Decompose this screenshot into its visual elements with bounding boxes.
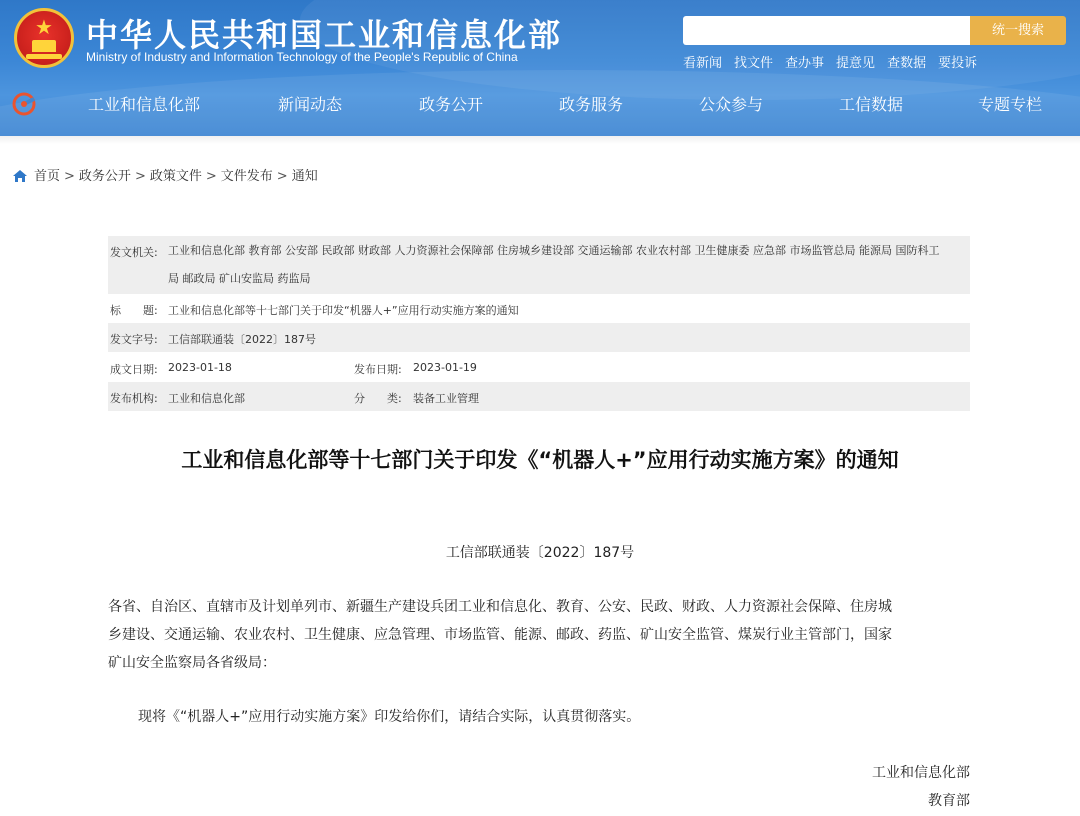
article-body: 现将《“机器人+”应用行动实施方案》印发给你们，请结合实际，认真贯彻落实。 <box>138 709 641 725</box>
meta-row-title <box>108 294 970 323</box>
nav-item-gov-service[interactable]: 政务服务 <box>559 95 624 114</box>
article-addressees: 各省、自治区、直辖市及计划单列市、新疆生产建设兵团工业和信息化、教育、公安、民政、财政、人力资源社会保障、住房城 乡建设、交通运输、农业农村、卫生健康、应急管理、市场监管、能源、邮政、药监、矿山安全监管、煤炭行业主管部门，国家 矿山安全监察局各省级局： <box>108 599 892 671</box>
national-emblem-icon[interactable]: ★ <box>14 8 74 68</box>
search-button[interactable]: 统一搜索 <box>970 16 1066 45</box>
quick-link-data[interactable]: 查数据 <box>887 56 927 71</box>
site-title-cn[interactable]: 中华人民共和国工业和信息化部 <box>86 16 563 54</box>
quick-link-files[interactable]: 找文件 <box>734 56 774 71</box>
main-nav <box>0 86 1080 122</box>
nav-item-public[interactable]: 公众参与 <box>699 95 764 114</box>
breadcrumb-separator: > <box>276 169 288 184</box>
meta-created-value: 2023-01-18 <box>168 361 232 374</box>
quick-link-complaint[interactable]: 要投诉 <box>938 56 978 71</box>
quick-link-services[interactable]: 查办事 <box>785 56 825 71</box>
nav-item-data[interactable]: 工信数据 <box>839 95 904 114</box>
meta-row-docno <box>108 323 970 352</box>
nav-item-miit[interactable]: 工业和信息化部 <box>88 95 201 114</box>
meta-org-value: 工业和信息化部 <box>168 392 245 405</box>
breadcrumb-release[interactable]: 文件发布 <box>220 169 273 184</box>
meta-row-dates <box>108 352 970 382</box>
article-title: 工业和信息化部等十七部门关于印发《“机器人+”应用行动实施方案》的通知 <box>181 448 899 472</box>
breadcrumb-home[interactable]: 首页 <box>34 169 61 184</box>
quick-link-feedback[interactable]: 提意见 <box>836 56 876 71</box>
meta-created-label: 成文日期: <box>110 363 158 376</box>
meta-org-label: 发布机构: <box>110 392 158 405</box>
meta-issuer-label: 发文机关: <box>110 246 158 259</box>
breadcrumb-policy[interactable]: 政策文件 <box>149 169 202 184</box>
meta-issuer-value: 工业和信息化部 教育部 公安部 民政部 财政部 人力资源社会保障部 住房城乡建设部 交通运输部 农业农村部 卫生健康委 应急部 市场监管总局 能源局 国防科工 局 邮政局 矿山安监局 药监局 <box>168 244 940 285</box>
breadcrumb-separator: > <box>64 169 75 184</box>
breadcrumb-separator: > <box>134 169 146 184</box>
signature-miit: 工业和信息化部 <box>872 765 970 781</box>
meta-docno-value: 工信部联通装〔2022〕187号 <box>168 333 316 346</box>
article-doc-number: 工信部联通装〔2022〕187号 <box>445 545 635 561</box>
site-title-en[interactable]: Ministry of Industry and Information Technology of the People's Republic of China <box>86 50 518 64</box>
header-shadow <box>0 136 1080 144</box>
nav-item-news[interactable]: 新闻动态 <box>278 95 343 114</box>
meta-title-value: 工业和信息化部等十七部门关于印发“机器人+”应用行动实施方案的通知 <box>168 304 519 317</box>
meta-docno-label: 发文字号: <box>110 333 158 346</box>
meta-row-issuer <box>108 236 970 294</box>
site-header <box>0 0 1080 136</box>
breadcrumb-notice[interactable]: 通知 <box>291 169 318 184</box>
meta-category-value: 装备工业管理 <box>413 392 479 405</box>
document-meta-table <box>108 236 970 411</box>
quick-link-news[interactable]: 看新闻 <box>683 56 723 71</box>
meta-title-label: 标 题: <box>110 304 158 317</box>
meta-row-org <box>108 382 970 411</box>
home-icon[interactable] <box>12 169 28 183</box>
nav-item-topics[interactable]: 专题专栏 <box>978 95 1043 114</box>
quick-links <box>683 52 989 70</box>
nav-item-gov-open[interactable]: 政务公开 <box>419 95 484 114</box>
breadcrumb <box>12 165 318 185</box>
breadcrumb-gov-open[interactable]: 政务公开 <box>78 169 131 184</box>
signature-moe: 教育部 <box>928 793 970 809</box>
meta-published-value: 2023-01-19 <box>413 361 477 374</box>
meta-category-label: 分 类: <box>354 392 402 405</box>
breadcrumb-separator: > <box>205 169 217 184</box>
meta-published-label: 发布日期: <box>354 363 402 376</box>
search-input[interactable] <box>683 16 971 45</box>
